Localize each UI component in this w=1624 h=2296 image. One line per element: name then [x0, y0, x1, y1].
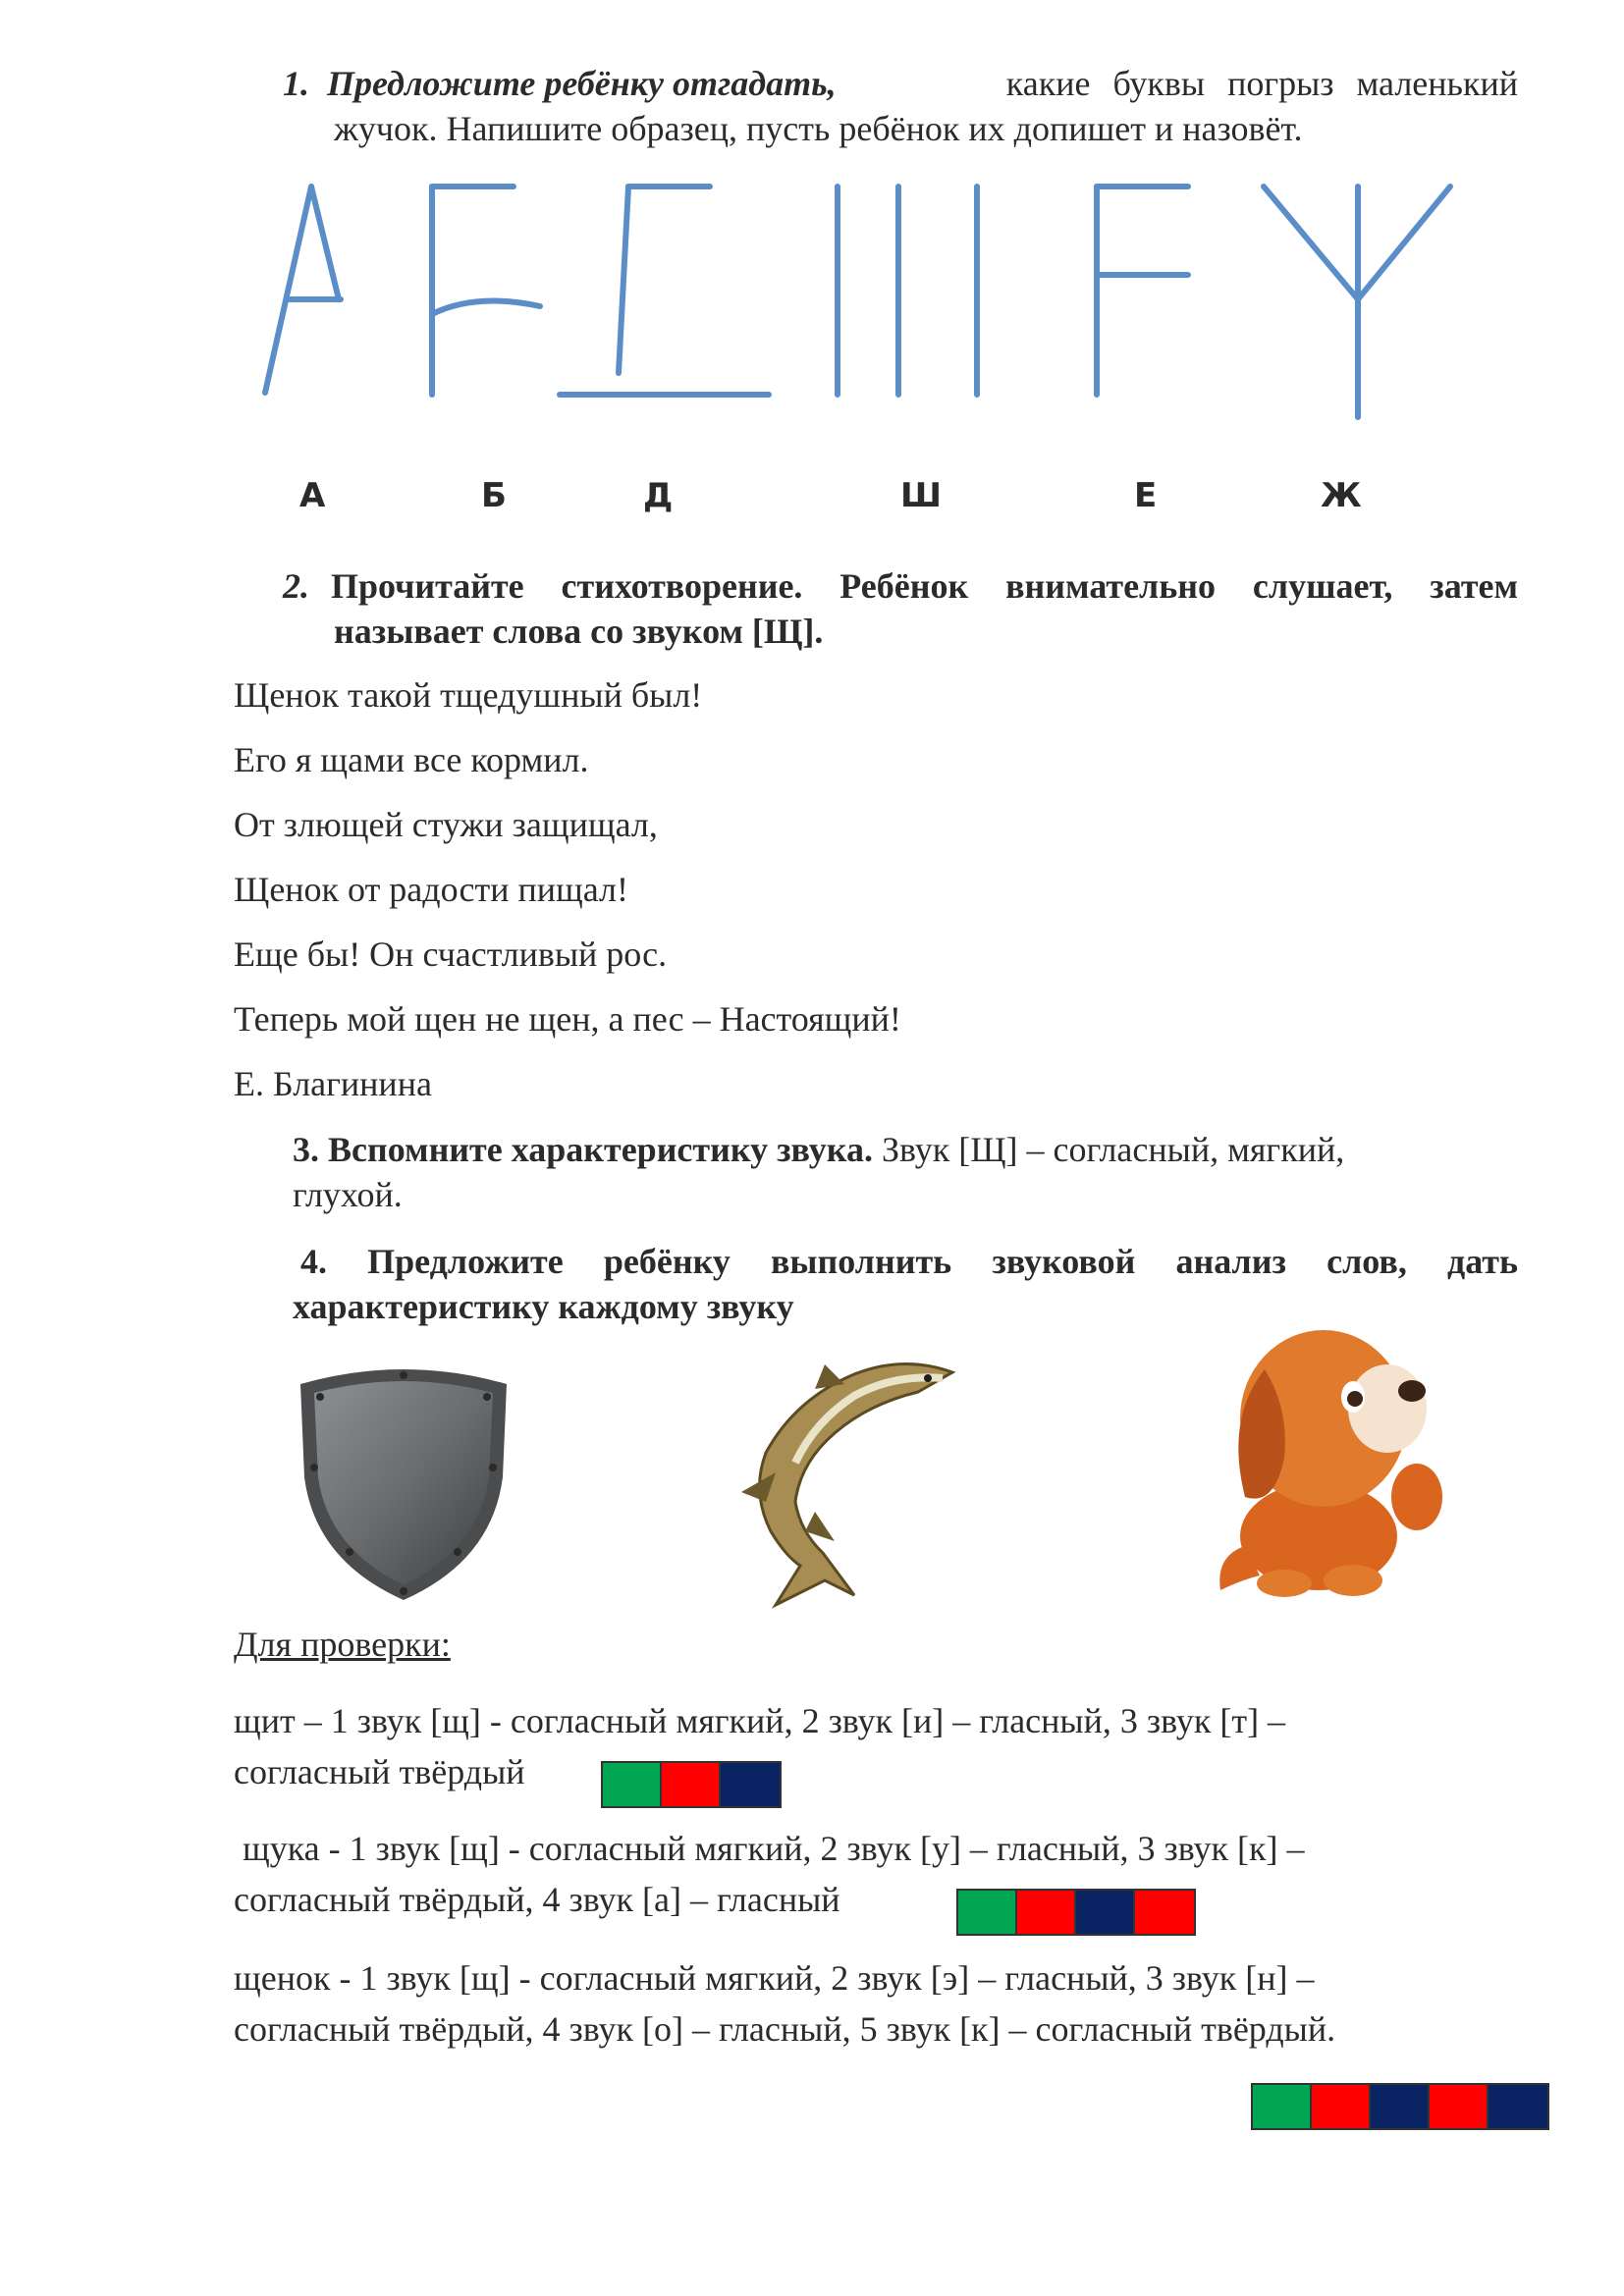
task2-text-1: Прочитайте стихотворение. Ребёнок внимательно слушает, затем [331, 566, 1518, 606]
letter-a-stroke-right [311, 187, 339, 299]
task3-lead: 3. Вспомните характеристику звука. [293, 1130, 873, 1169]
task1-number: 1. [283, 64, 309, 103]
poem-line-4: Щенок от радости пищал! [234, 870, 628, 909]
puppy-icon [1219, 1330, 1442, 1597]
shchenok-line2: согласный твёрдый, 4 звук [о] – гласный, 5 звук [к] – согласный твёрдый. [234, 2009, 1336, 2049]
shchuka-line1: щука - 1 звук [щ] - согласный мягкий, 2 звук [у] – гласный, 3 звук [к] – [234, 1829, 1305, 1868]
letter-label-e: Е [1134, 476, 1158, 515]
letter-a-stroke-left [265, 187, 311, 393]
shchenok-sound-scheme [1251, 2083, 1549, 2130]
shchuka-sound-4 [1135, 1891, 1194, 1934]
puppy-picture [1206, 1310, 1451, 1605]
shchuka-line2: согласный твёрдый, 4 звук [а] – гласный [234, 1880, 840, 1919]
check-title: Для проверки: [234, 1625, 451, 1664]
shield-picture [291, 1360, 516, 1605]
shchenok-sound-4 [1430, 2085, 1489, 2128]
letter-zh-left [1264, 187, 1358, 299]
shchuka-sound-1 [958, 1891, 1017, 1934]
task3-line2: глухой. [293, 1175, 403, 1214]
shchenok-line1: щенок - 1 звук [щ] - согласный мягкий, 2 звук [э] – гласный, 3 звук [н] – [234, 1958, 1315, 1998]
shchit-line1: щит – 1 звук [щ] - согласный мягкий, 2 звук [и] – гласный, 3 звук [т] – [234, 1701, 1286, 1740]
poem-line-6: Теперь мой щен не щен, а пес – Настоящий! [234, 999, 901, 1039]
letter-b-curve [432, 301, 540, 314]
pike-picture [707, 1345, 962, 1610]
task4-line2: характеристику каждому звуку [293, 1287, 794, 1326]
letter-d-stem [619, 187, 628, 373]
letter-zh-right [1358, 187, 1450, 299]
shchit-sound-3 [721, 1763, 780, 1806]
task1-rest: какие буквы погрыз маленький [1005, 64, 1518, 103]
task4-line1: 4. Предложите ребёнку выполнить звуковой анализ слов, дать [300, 1242, 1518, 1281]
gnawed-letters-illustration [250, 177, 1468, 432]
shchuka-sound-2 [1017, 1891, 1076, 1934]
shchit-sound-2 [662, 1763, 721, 1806]
poem-line-2: Его я щами все кормил. [234, 740, 589, 779]
shchenok-sound-1 [1253, 2085, 1312, 2128]
task2-number: 2. [283, 566, 309, 606]
task2-line2: называет слова со звуком [Щ]. [334, 612, 824, 651]
shchuka-sound-scheme [956, 1889, 1196, 1936]
task3-rest: Звук [Щ] – согласный, мягкий, [881, 1130, 1345, 1169]
poem-line-3: От злющей стужи защищал, [234, 805, 658, 844]
task1-line2: жучок. Напишите образец, пусть ребёнок их допишет и назовёт. [334, 109, 1303, 148]
letter-label-zh: Ж [1321, 476, 1362, 515]
shchit-line2: согласный твёрдый [234, 1752, 525, 1791]
letter-label-sh: Ш [900, 476, 943, 515]
letter-label-a: А [299, 476, 326, 515]
shchenok-sound-2 [1312, 2085, 1371, 2128]
shchenok-sound-5 [1489, 2085, 1547, 2128]
poem-author: Е. Благинина [234, 1064, 432, 1103]
letter-label-d: Д [643, 476, 674, 515]
poem-line-5: Еще бы! Он счастливый рос. [234, 934, 668, 974]
shchenok-sound-3 [1371, 2085, 1430, 2128]
shchuka-sound-3 [1076, 1891, 1135, 1934]
shchit-sound-1 [603, 1763, 662, 1806]
shchit-sound-scheme [601, 1761, 782, 1808]
task2-line1 [283, 563, 1518, 609]
letter-label-b: Б [481, 476, 507, 515]
task3-line1 [293, 1127, 1344, 1172]
task1-lead: Предложите ребёнку отгадать, [327, 64, 837, 103]
task1-line1 [283, 61, 1518, 106]
fish-icon [760, 1363, 952, 1605]
poem-line-1: Щенок такой тщедушный был! [234, 675, 703, 715]
